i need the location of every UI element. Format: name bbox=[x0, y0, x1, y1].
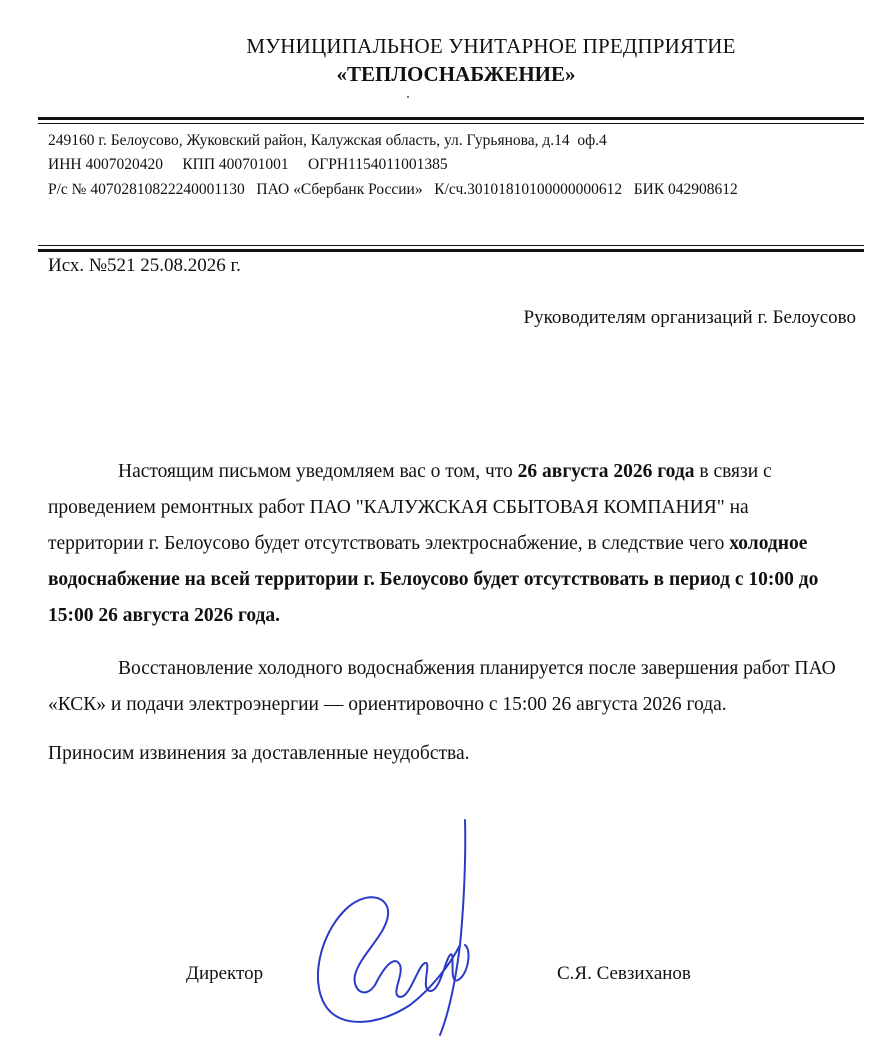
outgoing-number: Исх. №521 25.08.2026 г. bbox=[48, 255, 241, 276]
handwritten-signature-icon bbox=[300, 815, 500, 1045]
footer-rule-thick bbox=[38, 249, 864, 252]
address-line: 249160 г. Белоусово, Жуковский район, Калужская область, ул. Гурьянова, д.14 оф.4 bbox=[48, 132, 607, 149]
signatory-title: Директор bbox=[186, 963, 264, 984]
paragraph-apology: Приносим извинения за доставленные неудобства. bbox=[48, 743, 470, 764]
tax-codes-line: ИНН 4007020420 КПП 400701001 ОГРН1154011001385 bbox=[48, 156, 448, 173]
header-rule-thick bbox=[38, 117, 864, 120]
signatory-name: С.Я. Севзиханов bbox=[557, 963, 691, 984]
addressee: Руководителям организаций г. Белоусово bbox=[523, 307, 856, 328]
paragraph-restoration: Восстановление холодного водоснабжения планируется после завершения работ ПАО «КСК» и подачи электроэнергии — ориентировочно с 15:00 26 августа 2026 года. bbox=[48, 658, 836, 715]
org-name: «ТЕПЛОСНАБЖЕНИЕ» bbox=[336, 62, 576, 86]
scan-speck bbox=[407, 96, 409, 98]
paragraph-notice bbox=[48, 454, 848, 634]
p1-text-c: в связи с проведением ремонтных работ ПАО "КАЛУЖСКАЯ СБЫТОВАЯ КОМПАНИЯ" на территории г. Белоусово будет отсутствовать электроснабжение, в следствие чего bbox=[48, 461, 772, 554]
footer-rule-thin bbox=[38, 245, 864, 246]
letter-body bbox=[48, 454, 848, 772]
p1-date-bold: 26 августа 2026 года bbox=[517, 461, 695, 482]
bank-details-line: Р/с № 40702810822240001130 ПАО «Сбербанк России» К/сч.30101810100000000612 БИК 042908612 bbox=[48, 181, 738, 198]
p1-outage-bold: холодное водоснабжение на всей территории г. Белоусово будет отсутствовать в период с 10:00 до 15:00 26 августа 2026 года. bbox=[48, 533, 819, 626]
p1-text-a: Настоящим письмом уведомляем вас о том, что bbox=[118, 461, 518, 482]
header-rule-thin bbox=[38, 123, 864, 124]
org-type: МУНИЦИПАЛЬНОЕ УНИТАРНОЕ ПРЕДПРИЯТИЕ bbox=[246, 34, 736, 58]
